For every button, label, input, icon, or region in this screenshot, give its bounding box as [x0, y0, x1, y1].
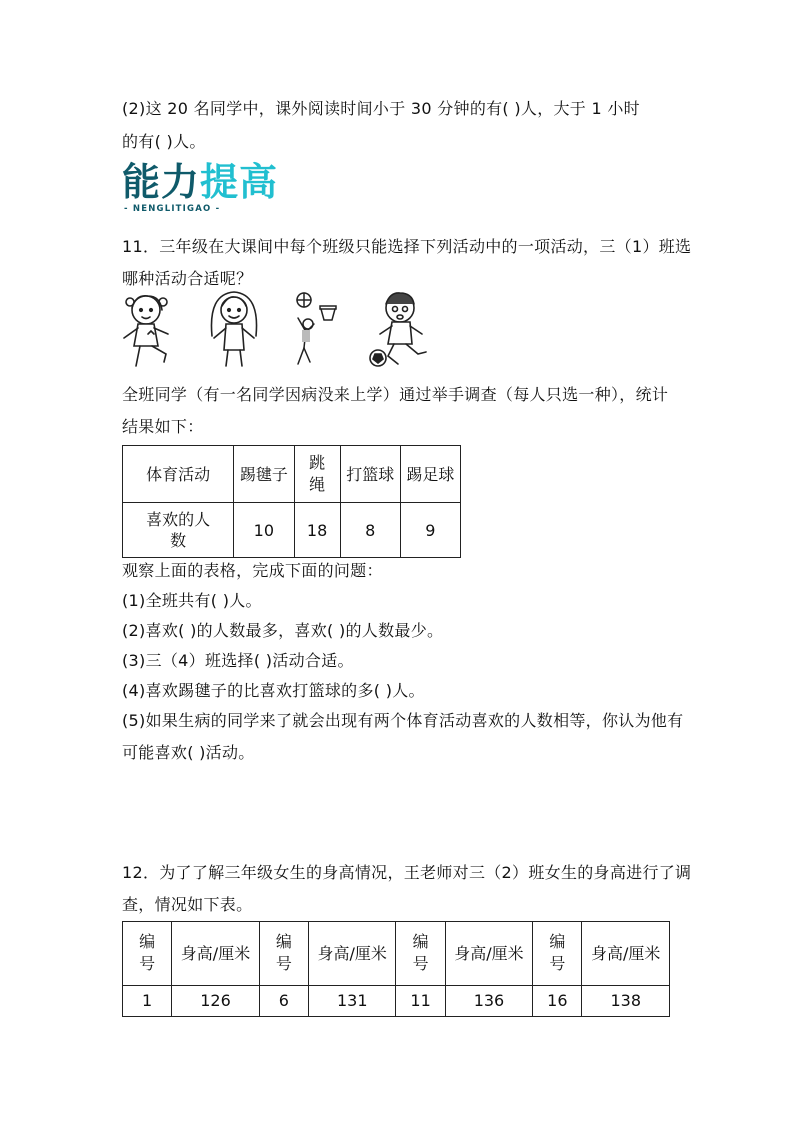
height-header-cell: 身高/厘米 [309, 922, 396, 986]
section-logo [122, 160, 279, 218]
count-cell: 18 [294, 503, 340, 558]
activity-survey-table [122, 445, 461, 558]
q12-stem-line2: 查，情况如下表。 [122, 895, 253, 914]
logo-text-dark: 能力 [122, 160, 201, 204]
id-cell: 1 [123, 985, 172, 1016]
basketball-player-illustration [290, 288, 340, 370]
count-cell: 10 [234, 503, 294, 558]
id-header-text: 编号 [412, 932, 429, 974]
count-cell: 8 [340, 503, 400, 558]
id-cell: 16 [533, 985, 582, 1016]
activity-illustrations [118, 288, 438, 370]
logo-title [122, 160, 278, 204]
table-row [123, 503, 461, 558]
id-header-text: 编号 [139, 932, 156, 974]
id-header-text: 编号 [549, 932, 566, 974]
id-header-cell [259, 922, 308, 986]
q11-stem-line2: 哪种活动合适呢？ [122, 269, 253, 288]
height-header-cell: 身高/厘米 [445, 922, 532, 986]
q11-question-1: (1)全班共有( )人。 [122, 591, 262, 610]
activity-cell: 打篮球 [340, 446, 400, 503]
height-cell: 136 [445, 985, 532, 1016]
q11-question-2: (2)喜欢( )的人数最多，喜欢( )的人数最少。 [122, 621, 444, 640]
activity-cell-text: 跳绳 [309, 453, 326, 495]
id-header-text: 编号 [275, 932, 292, 974]
height-cell: 126 [172, 985, 259, 1016]
table-row [123, 922, 670, 986]
q11-survey-line2: 结果如下： [122, 417, 204, 436]
logo-subtitle: - NENGLITIGAO - [124, 204, 221, 214]
q11-stem-line1: 11．三年级在大课间中每个班级只能选择下列活动中的一项活动，三（1）班选 [122, 237, 692, 256]
activity-cell: 踢毽子 [234, 446, 294, 503]
logo-text-light: 提高 [200, 160, 279, 204]
q10-part2-line1: (2)这 20 名同学中，课外阅读时间小于 30 分钟的有( )人，大于 1 小时 [122, 99, 640, 118]
id-header-cell [123, 922, 172, 986]
q11-question-4: (4)喜欢踢毽子的比喜欢打篮球的多( )人。 [122, 681, 425, 700]
q11-question-3: (3)三（4）班选择( )活动合适。 [122, 651, 354, 670]
q11-instruction: 观察上面的表格，完成下面的问题： [122, 561, 383, 580]
shuttlecock-girl-illustration [118, 288, 178, 370]
header-cell-activity: 体育活动 [123, 446, 234, 503]
q10-part2-line2: 的有( )人。 [122, 132, 206, 151]
id-cell: 11 [396, 985, 445, 1016]
q12-stem-line1: 12．为了了解三年级女生的身高情况，王老师对三（2）班女生的身高进行了调 [122, 863, 692, 882]
height-cell: 131 [309, 985, 396, 1016]
table-row [123, 985, 670, 1016]
count-cell: 9 [400, 503, 460, 558]
header-cell-count [123, 503, 234, 558]
id-header-cell [396, 922, 445, 986]
id-header-cell [533, 922, 582, 986]
football-boy-illustration [368, 288, 432, 370]
height-cell: 138 [582, 985, 670, 1016]
height-header-cell: 身高/厘米 [582, 922, 670, 986]
height-table [122, 921, 670, 1017]
q11-question-5-line1: (5)如果生病的同学来了就会出现有两个体育活动喜欢的人数相等，你认为他有 [122, 711, 684, 730]
header-cell-count-text: 喜欢的人数 [146, 510, 211, 551]
id-cell: 6 [259, 985, 308, 1016]
activity-cell: 踢足球 [400, 446, 460, 503]
table-row [123, 446, 461, 503]
height-header-cell: 身高/厘米 [172, 922, 259, 986]
jump-rope-girl-illustration [204, 288, 264, 370]
q11-survey-line1: 全班同学（有一名同学因病没来上学）通过举手调查（每人只选一种），统计 [122, 385, 669, 404]
q11-question-5-line2: 可能喜欢( )活动。 [122, 743, 255, 762]
activity-cell [294, 446, 340, 503]
